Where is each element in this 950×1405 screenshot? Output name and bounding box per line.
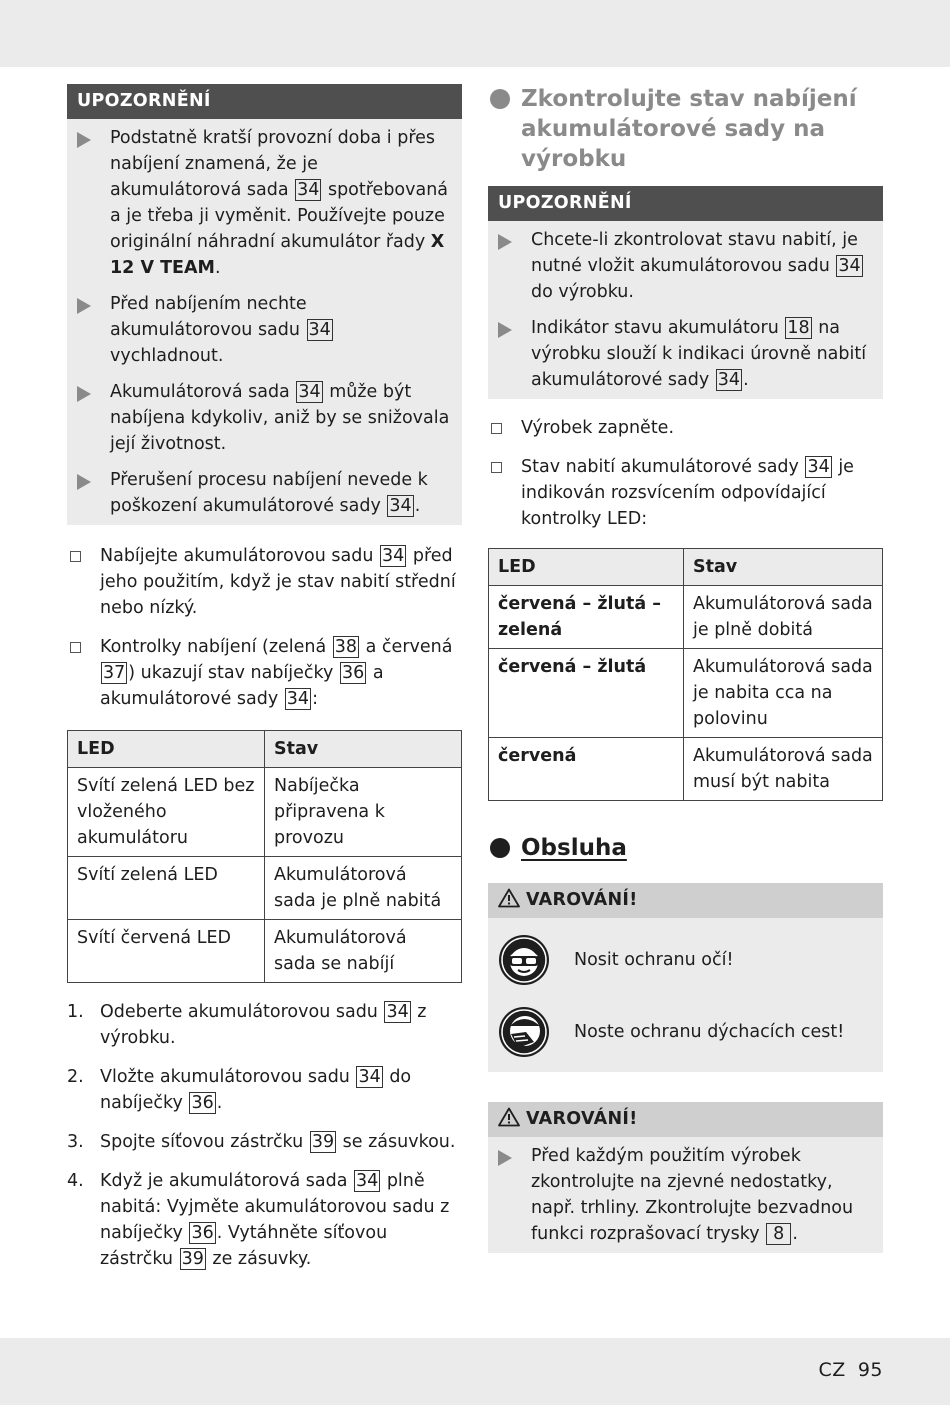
table-header: Stav <box>684 549 883 586</box>
ppe-label: Noste ochranu dýchacích cest! <box>574 1022 845 1042</box>
table-cell: Nabíječka připravena k provozu <box>265 768 462 857</box>
notice-item: Chcete-li zkontrolovat stavu nabití, je nutné vložit akumulátorovou sadu 34 do výrobku. <box>498 227 873 305</box>
ppe-row <box>498 934 873 986</box>
instruction-step: Stav nabití akumulátorové sady 34 je indikován rozsvícením odpovídající kontrolky LED: <box>488 454 883 532</box>
left-column <box>67 84 462 1285</box>
warning-triangle-icon <box>498 1107 520 1127</box>
part-reference: 34 <box>308 320 331 340</box>
part-reference: 18 <box>787 318 810 338</box>
warning-triangle-icon <box>498 888 520 908</box>
part-reference: 37 <box>103 663 126 683</box>
bullet-dot-icon <box>490 838 510 858</box>
eye-protection-icon <box>498 934 550 986</box>
part-reference: 34 <box>298 382 321 402</box>
part-reference: 34 <box>389 496 412 516</box>
table-cell: Svítí zelená LED <box>68 857 265 920</box>
table-row <box>489 649 883 738</box>
table-cell: Akumulátorová sada je plně dobitá <box>684 586 883 649</box>
notice-item: Podstatně kratší provozní doba i přes nabíjení znamená, že je akumulátorová sada 34 spotřebovaná a je třeba ji vyměnit. Používejte pouze originální náhradní akumulátor řady X 12 V TEAM. <box>77 125 452 281</box>
table-row <box>68 857 462 920</box>
notice-item: Indikátor stavu akumulátoru 18 na výrobku slouží k indikaci úrovně nabití akumulátorové sady 34 . <box>498 315 873 393</box>
table-cell: červená – žlutá – zelená <box>489 586 684 649</box>
warning-item: Před každým použitím výrobek zkontrolujte na zjevné nedostatky, např. trhliny. Zkontrolujte bezvadnou funkci rozprašovací trysky 8 . <box>498 1143 873 1247</box>
table-header: LED <box>489 549 684 586</box>
charger-led-table <box>67 730 462 983</box>
table-header: Stav <box>265 731 462 768</box>
numbered-step: 3. Spojte síťovou zástrčku 39 se zásuvkou. <box>67 1132 456 1152</box>
table-cell: Akumulátorová sada je plně nabitá <box>265 857 462 920</box>
instruction-step: Výrobek zapněte. <box>488 415 883 441</box>
warning-title: VAROVÁNÍ! <box>488 1102 883 1137</box>
instruction-step: Kontrolky nabíjení (zelená 38 a červená 37 ) ukazují stav nabíječky 36 a akumulátorové sady 34 : <box>67 634 462 712</box>
part-reference: 38 <box>334 637 358 657</box>
numbered-step: 2. Vložte akumulátorovou sadu 34 do nabíječky 36 . <box>67 1067 412 1113</box>
notice-box <box>488 186 883 399</box>
table-row <box>489 738 883 801</box>
table-cell: Svítí červená LED <box>68 920 265 983</box>
part-reference: 36 <box>191 1223 214 1243</box>
part-reference: 8 <box>766 1223 791 1245</box>
right-column <box>488 84 883 1253</box>
ppe-label: Nosit ochranu očí! <box>574 950 734 970</box>
respiratory-protection-icon <box>498 1006 550 1058</box>
table-cell: Svítí zelená LED bez vloženého akumulátoru <box>68 768 265 857</box>
part-reference: 34 <box>807 457 830 477</box>
table-row <box>68 920 462 983</box>
part-reference: 39 <box>311 1132 335 1152</box>
page-number <box>819 1357 883 1383</box>
numbered-step: 1. Odeberte akumulátorovou sadu 34 z výrobku. <box>67 1002 427 1048</box>
part-reference: 34 <box>838 256 861 276</box>
part-reference: 36 <box>191 1093 214 1113</box>
table-header: LED <box>68 731 265 768</box>
instruction-step: Nabíjejte akumulátorovou sadu 34 před jeho použitím, když je stav nabití střední nebo nízký. <box>67 543 462 621</box>
table-header-row <box>489 549 883 586</box>
notice-item: Před nabíjením nechte akumulátorovou sadu 34 vychladnout. <box>77 291 452 369</box>
section-heading: Obsluha <box>488 833 883 863</box>
table-cell: Akumulátorová sada musí být nabita <box>684 738 883 801</box>
part-reference: 34 <box>297 180 320 200</box>
notice-title: UPOZORNĚNÍ <box>67 84 462 119</box>
bullet-dot-icon <box>490 89 510 109</box>
table-cell: Akumulátorová sada je nabita cca na polovinu <box>684 649 883 738</box>
part-reference: 36 <box>341 663 365 683</box>
part-reference: 34 <box>717 370 741 390</box>
table-cell: Akumulátorová sada se nabíjí <box>265 920 462 983</box>
part-reference: 34 <box>355 1171 379 1191</box>
table-row <box>489 586 883 649</box>
warning-box <box>488 883 883 1072</box>
notice-item: Akumulátorová sada 34 může být nabíjena kdykoliv, aniž by se snižovala její životnost. <box>77 379 452 457</box>
table-row <box>68 768 462 857</box>
part-reference: 34 <box>386 1002 409 1022</box>
numbered-step: 4. Když je akumulátorová sada 34 plně nabitá: Vyjměte akumulátorovou sadu z nabíječky 36 . Vytáhněte síťovou zástrčku 39 ze zásuvky. <box>67 1171 450 1269</box>
table-cell: červená <box>489 738 684 801</box>
battery-led-table <box>488 548 883 801</box>
notice-title: UPOZORNĚNÍ <box>488 186 883 221</box>
notice-box <box>67 84 462 525</box>
top-bar <box>0 0 950 67</box>
warning-title: VAROVÁNÍ! <box>488 883 883 918</box>
language-code: CZ <box>818 1359 846 1381</box>
table-cell: červená – žlutá <box>489 649 684 738</box>
part-reference: 39 <box>181 1249 204 1269</box>
table-header-row <box>68 731 462 768</box>
page-number-value: 95 <box>857 1359 883 1381</box>
part-reference: 34 <box>286 689 310 709</box>
section-heading: Zkontrolujte stav nabíjení akumulátorové sady na výrobku <box>488 84 883 174</box>
bottom-bar <box>0 1338 950 1405</box>
part-reference: 34 <box>382 546 405 566</box>
notice-item: Přerušení procesu nabíjení nevede k poškození akumulátorové sady 34 . <box>77 467 452 519</box>
warning-box <box>488 1102 883 1253</box>
part-reference: 34 <box>358 1067 381 1087</box>
ppe-row <box>498 1006 873 1058</box>
